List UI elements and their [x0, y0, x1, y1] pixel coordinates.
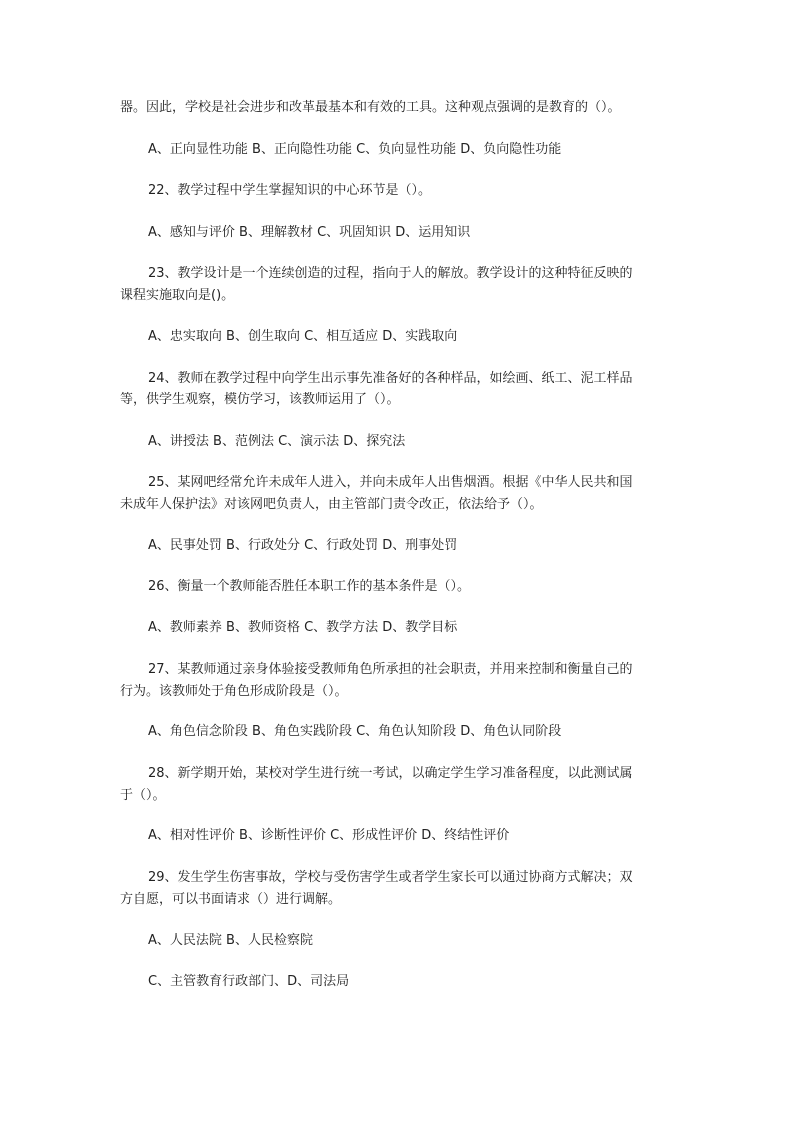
question-26: 26、衡量一个教师能否胜任本职工作的基本条件是（）。: [148, 579, 471, 594]
answer-options: C、主管教育行政部门、D、司法局: [148, 974, 350, 989]
answer-options: A、人民法院 B、人民检察院: [148, 933, 313, 948]
answer-options: A、教师素养 B、教师资格 C、教学方法 D、教学目标: [148, 620, 458, 635]
paragraph-line: 器。因此，学校是社会进步和改革最基本和有效的工具。这种观点强调的是教育的（）。: [120, 100, 621, 115]
question-27: 27、某教师通过亲身体验接受教师角色所承担的社会职责，并用来控制和衡量自己的: [148, 662, 633, 677]
question-23-continued: 课程实施取向是()。: [120, 288, 235, 303]
question-23: 23、教学设计是一个连续创造的过程，指向于人的解放。教学设计的这种特征反映的: [148, 266, 633, 281]
answer-options: A、正向显性功能 B、正向隐性功能 C、负向显性功能 D、负向隐性功能: [148, 142, 562, 157]
question-29: 29、发生学生伤害事故，学校与受伤害学生或者学生家长可以通过协商方式解决；双: [148, 870, 633, 885]
question-24: 24、教师在教学过程中向学生出示事先准备好的各种样品，如绘画、纸工、泥工样品: [148, 371, 633, 386]
question-29-continued: 方自愿，可以书面请求（）进行调解。: [120, 892, 342, 907]
answer-options: A、角色信念阶段 B、角色实践阶段 C、角色认知阶段 D、角色认同阶段: [148, 724, 562, 739]
answer-options: A、相对性评价 B、诊断性评价 C、形成性评价 D、终结性评价: [148, 828, 510, 843]
answer-options: A、讲授法 B、范例法 C、演示法 D、探究法: [148, 434, 406, 449]
question-28: 28、新学期开始，某校对学生进行统一考试，以确定学生学习准备程度，以此测试属: [148, 766, 633, 781]
question-22: 22、教学过程中学生掌握知识的中心环节是（）。: [148, 183, 432, 198]
question-28-continued: 于（）。: [120, 788, 166, 803]
question-27-continued: 行为。该教师处于角色形成阶段是（）。: [120, 684, 348, 699]
question-25-continued: 未成年人保护法》对该网吧负责人，由主管部门责令改正，依法给予（）。: [120, 497, 543, 512]
answer-options: A、感知与评价 B、理解教材 C、巩固知识 D、运用知识: [148, 225, 471, 240]
answer-options: A、民事处罚 B、行政处分 C、行政处罚 D、刑事处罚: [148, 538, 458, 553]
question-25: 25、某网吧经常允许未成年人进入，并向未成年人出售烟酒。根据《中华人民共和国: [148, 475, 633, 490]
question-24-continued: 等，供学生观察，模仿学习，该教师运用了（）。: [120, 392, 400, 407]
answer-options: A、忠实取向 B、创生取向 C、相互适应 D、实践取向: [148, 329, 458, 344]
